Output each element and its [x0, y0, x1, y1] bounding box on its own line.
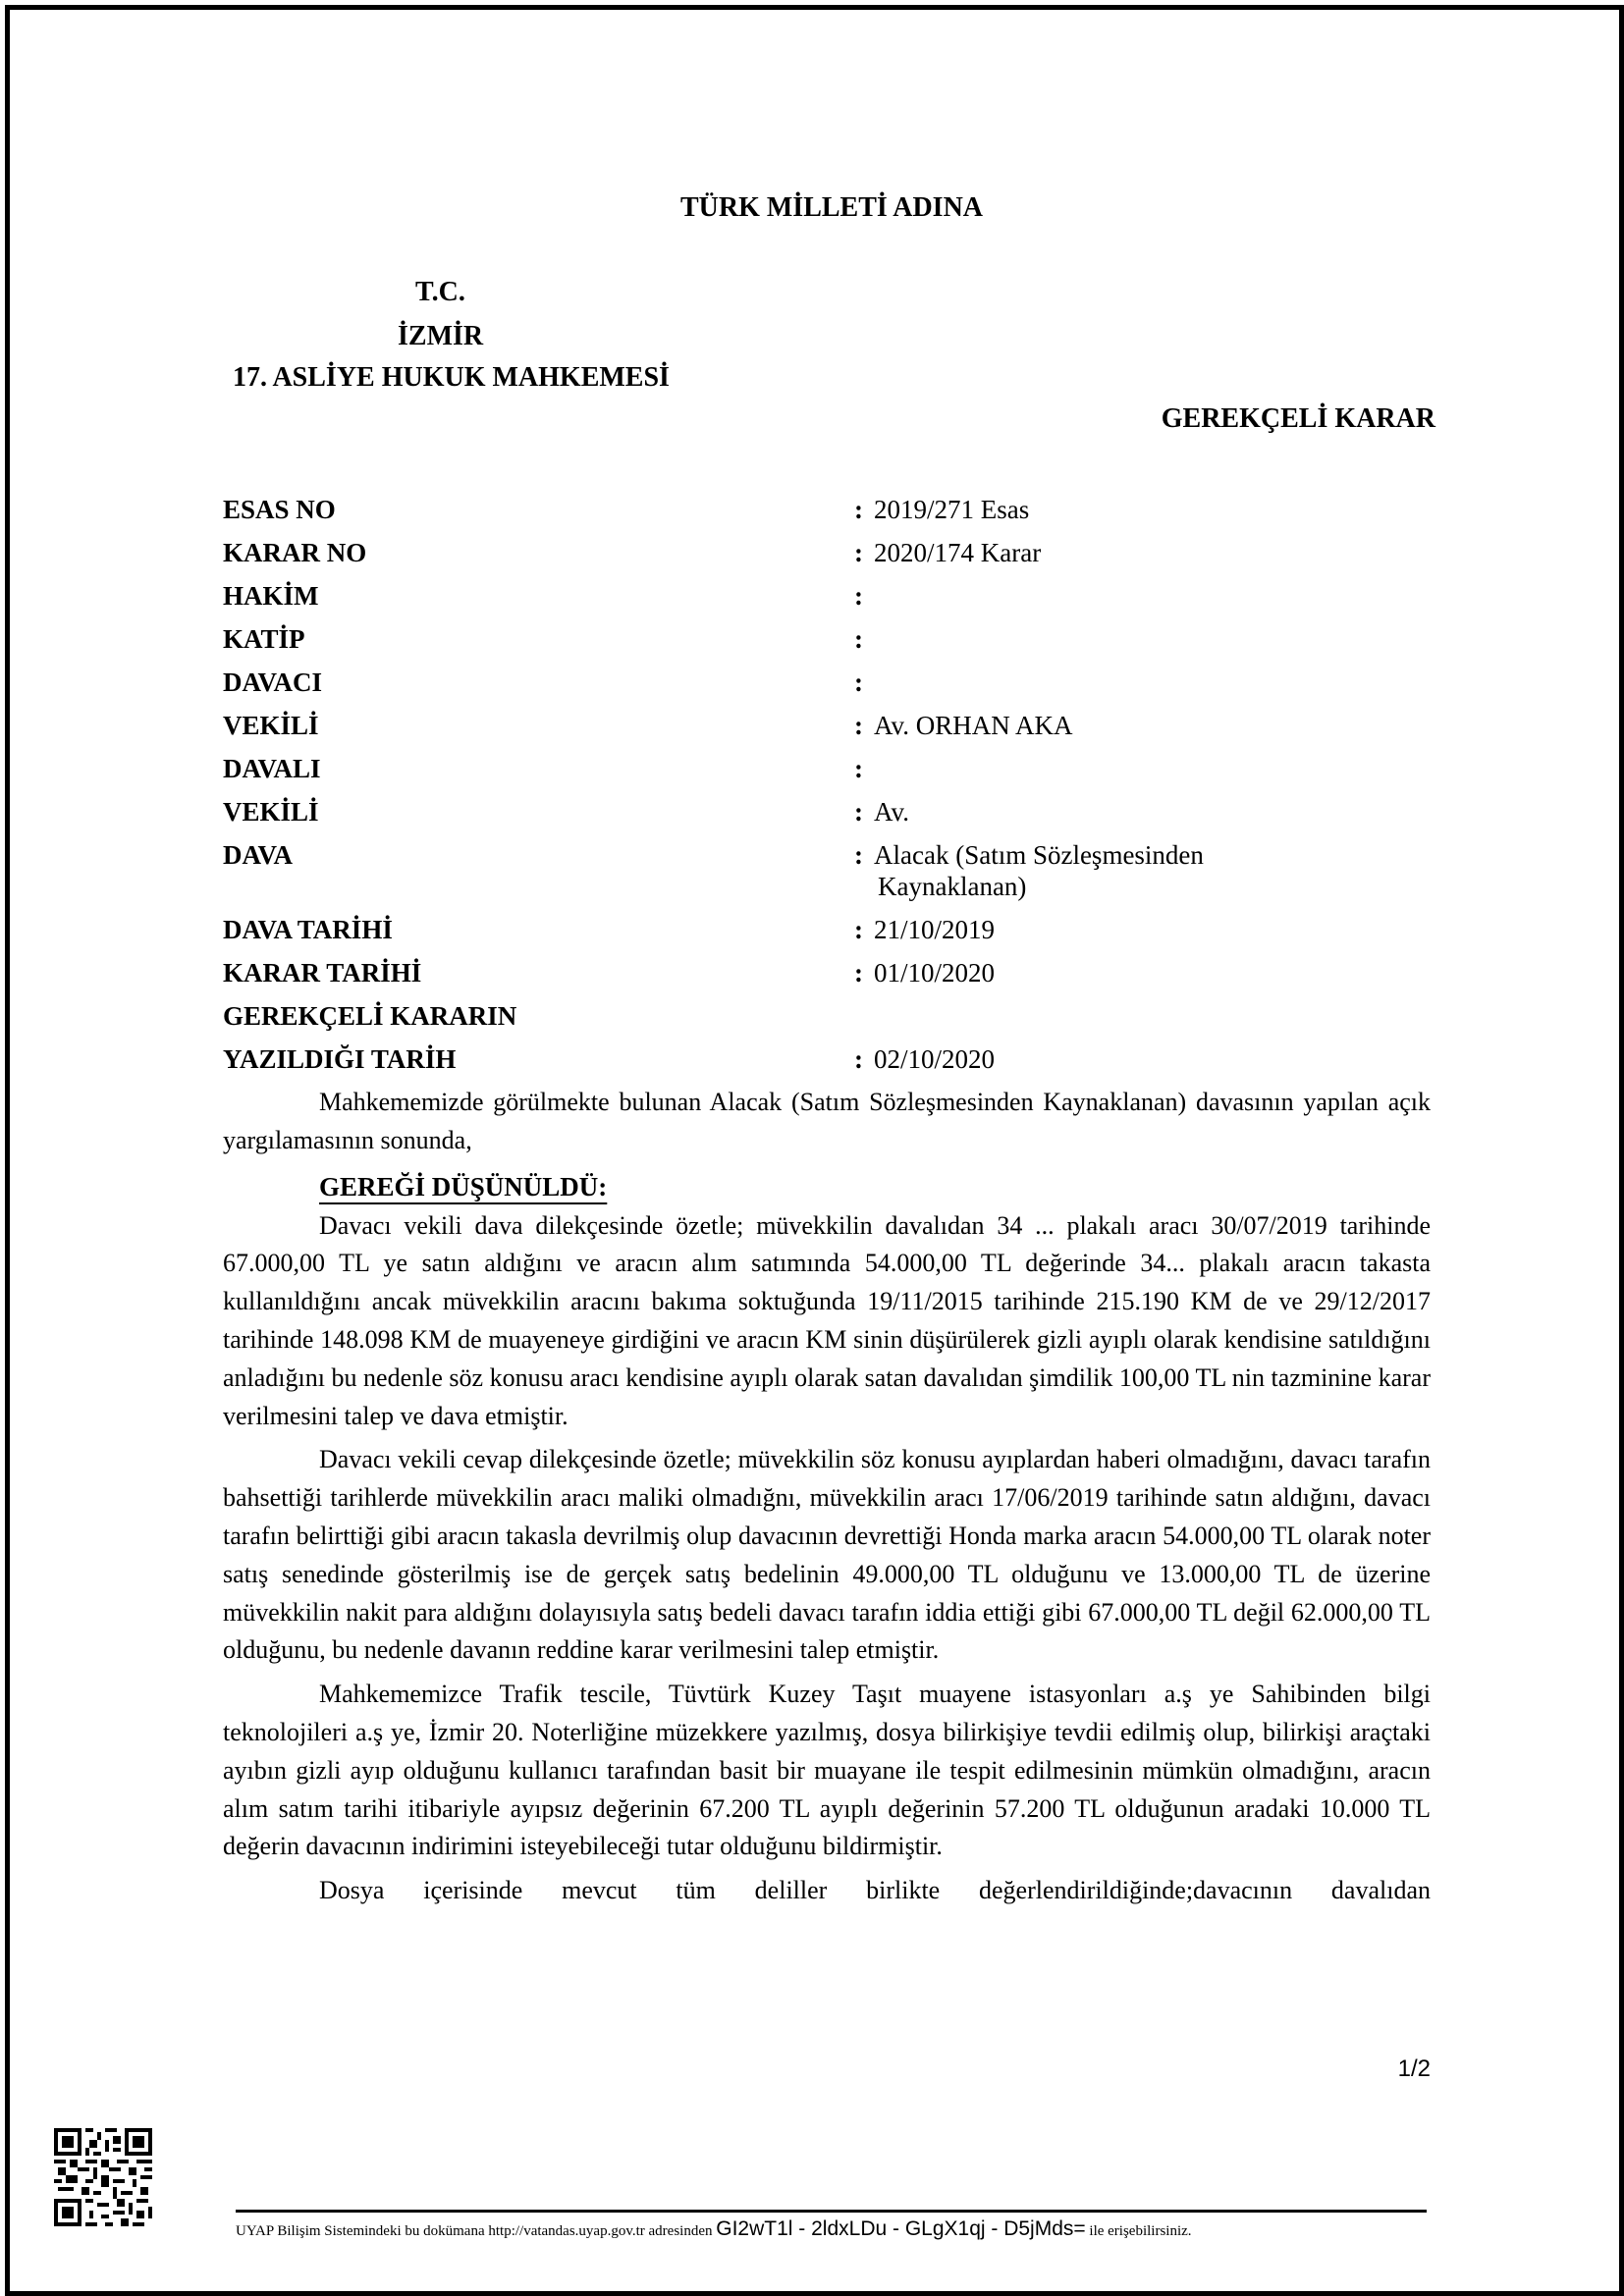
case-info-row [223, 574, 1440, 617]
qr-code-icon [54, 2128, 152, 2226]
case-info-value: Av. [874, 797, 909, 827]
court-name: 17. ASLİYE HUKUK MAHKEMESİ [233, 362, 670, 393]
republic-label: T.C. [415, 277, 465, 307]
case-info-value: Av. ORHAN AKA [874, 711, 1073, 740]
case-type-line-1: Alacak (Satım Sözleşmesinden [874, 840, 1204, 870]
city-label: İZMİR [398, 321, 484, 351]
case-info-colon: : [854, 624, 863, 654]
case-info-colon: : [854, 711, 863, 740]
case-info-table [223, 488, 1440, 1081]
case-info-row [223, 617, 1440, 661]
intro-paragraph: Mahkememizde görülmekte bulunan Alacak (Satım Sözleşmesinden Kaynaklanan) davasının yapılan açık yargılamasının sonunda, [223, 1088, 1431, 1154]
footer-suffix: ile erişebilirsiniz. [1089, 2223, 1192, 2239]
case-info-row [223, 747, 1440, 790]
case-info-value [874, 994, 1296, 1038]
case-info-label: VEKİLİ [223, 711, 319, 740]
case-info-label: YAZILDIĞI TARİH [223, 1044, 457, 1074]
case-info-colon: : [854, 581, 863, 611]
body-paragraph: Davacı vekili dava dilekçesinde özetle; müvekkilin davalıdan 34 ... plakalı aracı 30/07/2019 tarihinde 67.000,00 TL ye satın aldığını ve aracın alım satımında 54.000,00 TL değerinde 34... plakalı aracın takasta kullanıldığını ancak müvekkilin aracını bakıma soktuğunda 19/11/2015 tarihinde 215.190 KM de ve 29/12/2017 tarihinde 148.098 KM de muayeneye girdiğini ve aracın KM sinin düşürülerek gizli ayıplı olarak kendisine satıldığını anladığını bu nedenle söz konusu aracı kendisine ayıplı olarak satan davalıdan şimdilik 100,00 TL nin tazminine karar verilmesini talep ve dava etmiştir. [223, 1210, 1431, 1430]
case-info-row [223, 488, 1440, 531]
case-info-colon: : [854, 915, 863, 944]
case-info-value: 2020/174 Karar [874, 538, 1042, 567]
case-info-colon: : [854, 495, 863, 524]
case-info-row [223, 531, 1440, 574]
decision-body [223, 1084, 1431, 1916]
case-info-label: GEREKÇELİ KARARIN [223, 1001, 517, 1031]
document-heading: TÜRK MİLLETİ ADINA [679, 192, 984, 223]
case-info-colon: : [854, 958, 863, 988]
case-info-value [874, 617, 1296, 661]
case-info-value [874, 747, 1296, 790]
case-info-value [874, 833, 1296, 908]
case-info-value: 01/10/2020 [874, 958, 996, 988]
case-info-row [223, 994, 1440, 1038]
body-paragraph: Davacı vekili cevap dilekçesinde özetle; müvekkilin söz konusu ayıplardan haberi olmadığını, davacı tarafın bahsettiği tarihlerde müvekkilin aracı maliki olmadığnı, müvekkilin aracı 17/06/2019 tarihinde satın aldığını, davacı tarafın belirttiği gibi aracın takasla devrilmiş olup davacının devrettiği Honda marka aracın 54.000,00 TL olarak noter satış senedinde gösterilmiş ise de gerçek satış bedelinin 49.000,00 TL olduğunu ve 13.000,00 TL de üzerine müvekkilin nakit para aldığını dolayısıyla satış bedeli davacı tarafın iddia ettiği gibi 67.000,00 TL değil 62.000,00 TL olduğunu, bu nedenle davanın reddine karar verilmesini talep etmiştir. [223, 1445, 1431, 1665]
case-info-value: 02/10/2020 [874, 1044, 996, 1074]
case-info-colon [854, 994, 874, 1038]
case-info-row [223, 833, 1440, 908]
verification-code: GI2wT1l - 2ldxLDu - GLgX1qj - D5jMds= [716, 2217, 1086, 2240]
case-info-colon: : [854, 797, 863, 827]
case-info-label: ESAS NO [223, 495, 336, 524]
case-info-row [223, 790, 1440, 833]
body-paragraph: Dosya içerisinde mevcut tüm deliller birlikte değerlendirildiğinde;davacının davalıdan [319, 1876, 1431, 1905]
case-info-row [223, 951, 1440, 994]
footer-prefix: UYAP Bilişim Sistemindeki bu dokümana http://vatandas.uyap.gov.tr adresinden [236, 2223, 713, 2239]
case-info-row [223, 704, 1440, 747]
case-info-label: DAVACI [223, 667, 323, 697]
case-info-colon: : [854, 667, 863, 697]
case-info-value [874, 574, 1296, 617]
case-info-label: VEKİLİ [223, 797, 319, 827]
qr-code-graphic [54, 2128, 152, 2226]
document-type: GEREKÇELİ KARAR [1161, 403, 1435, 434]
page-number: 1/2 [1397, 2056, 1431, 2082]
case-info-value [874, 661, 1296, 704]
case-info-value: 2019/271 Esas [874, 495, 1030, 524]
case-info-label: KATİP [223, 624, 305, 654]
case-info-label: KARAR TARİHİ [223, 958, 422, 988]
section-heading: GEREĞİ DÜŞÜNÜLDÜ: [319, 1171, 608, 1201]
case-info-label: DAVALI [223, 754, 321, 783]
case-info-label: DAVA [223, 840, 294, 870]
case-info-label: KARAR NO [223, 538, 367, 567]
body-paragraph: Mahkememizce Trafik tescile, Tüvtürk Kuzey Taşıt muayene istasyonları a.ş ye Sahibinden bilgi teknolojileri a.ş ye, İzmir 20. Noterliğine müzekkere yazılmış, dosya bilirkişiye tevdii edilmiş olup, bilirkişi araçtaki ayıbın gizli ayıp olduğunu kullanıcı tarafından basit bir muayane ile tespit edilmesinin mümkün olmadığını, aracın alım satım tarihi itibariyle ayıpsız değerinin 67.200 TL ayıplı değerinin 57.200 TL olduğunun aradaki 10.000 TL değerin davacının indirimini isteyebileceği tutar olduğunu bildirmiştir. [223, 1680, 1431, 1861]
case-info-value: 21/10/2019 [874, 915, 996, 944]
case-info-colon: : [854, 840, 863, 870]
case-info-colon: : [854, 754, 863, 783]
case-info-row [223, 661, 1440, 704]
footer-verification [236, 2216, 1192, 2244]
case-info-label: HAKİM [223, 581, 319, 611]
case-info-row [223, 908, 1440, 951]
footer-divider [236, 2210, 1427, 2213]
case-info-row [223, 1038, 1440, 1081]
case-type-line-2: Kaynaklanan) [878, 872, 1027, 901]
case-info-colon: : [854, 538, 863, 567]
case-info-label: DAVA TARİHİ [223, 915, 393, 944]
case-info-colon: : [854, 1044, 863, 1074]
